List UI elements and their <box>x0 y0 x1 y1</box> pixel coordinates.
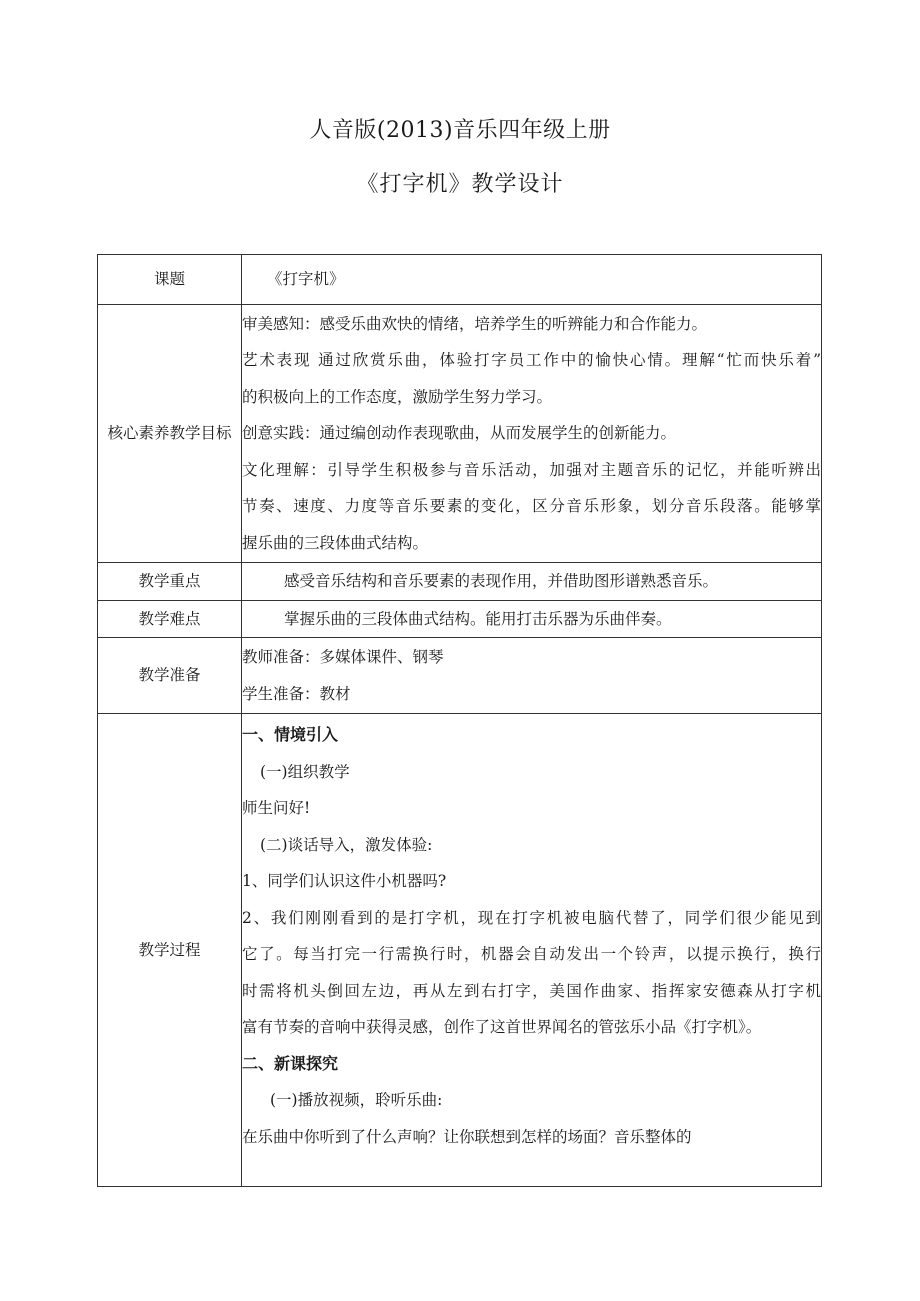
table-row-key-point <box>98 563 822 601</box>
prep-label: 教学准备 <box>98 638 242 714</box>
topic-value: 《打字机》 <box>267 270 345 289</box>
goal-line: 审美感知：感受乐曲欢快的情绪，培养学生的听辨能力和合作能力。 <box>242 314 708 333</box>
student-prep: 学生准备：教材 <box>242 684 351 703</box>
difficulty-cell <box>242 600 822 638</box>
goal-line: 文化理解：引导学生积极参与音乐活动，加强对主题音乐的记忆，并能听辨出 <box>242 460 821 479</box>
table-row-difficulty <box>98 600 822 638</box>
section-1-question-2-line: 时需将机头倒回左边，再从左到右打字，美国作曲家、指挥家安德森从打字机 <box>242 981 821 1000</box>
section-2-sub-1: (一)播放视频，聆听乐曲: <box>270 1091 443 1109</box>
key-point-label: 教学重点 <box>98 563 242 601</box>
section-2-heading: 二、新课探究 <box>242 1053 339 1073</box>
section-1-question-2-line: 它了。每当打完一行需换行时，机器会自动发出一个铃声，以提示换行，换行 <box>242 945 821 963</box>
key-point-cell <box>242 563 822 601</box>
goal-line: 握乐曲的三段体曲式结构。 <box>242 533 429 552</box>
process-cell <box>242 714 822 1187</box>
teacher-prep: 教师准备：多媒体课件、钢琴 <box>242 648 444 666</box>
table-row-topic <box>98 255 822 305</box>
process-label: 教学过程 <box>98 714 242 1187</box>
goals-cell <box>242 305 822 563</box>
table-row-goals <box>98 305 822 563</box>
table-row-prep <box>98 638 822 714</box>
goals-label: 核心素养教学目标 <box>98 305 242 563</box>
goal-line: 创意实践：通过编创动作表现歌曲，从而发展学生的创新能力。 <box>242 424 677 443</box>
document-title-line2: 《打字机》教学设计 <box>356 172 564 197</box>
section-1-sub-1: (一)组织教学 <box>260 762 350 781</box>
difficulty-value: 掌握乐曲的三段体曲式结构。能用打击乐器为乐曲伴奏。 <box>284 609 672 628</box>
section-1-question-1: 1、同学们认识这件小机器吗? <box>242 872 447 890</box>
goal-line: 节奏、速度、力度等音乐要素的变化，区分音乐形象，划分音乐段落。能够掌 <box>242 497 821 516</box>
topic-label: 课题 <box>98 255 242 305</box>
lesson-plan-table <box>97 254 822 1187</box>
goal-line: 的积极向上的工作态度，激励学生努力学习。 <box>242 387 553 406</box>
difficulty-label: 教学难点 <box>98 600 242 638</box>
prep-cell <box>242 638 822 714</box>
topic-value-cell <box>242 255 822 305</box>
table-row-process <box>98 714 822 1187</box>
section-1-sub-2: (二)谈话导入，激发体验: <box>260 835 433 854</box>
section-1-heading: 一、情境引入 <box>242 725 339 744</box>
section-1-text-1: 师生问好! <box>242 799 311 817</box>
section-2-text-1: 在乐曲中你听到了什么声响？让你联想到怎样的场面？音乐整体的 <box>242 1127 692 1146</box>
section-1-question-2-line: 2、我们刚刚看到的是打字机，现在打字机被电脑代替了，同学们很少能见到 <box>242 908 821 927</box>
document-title-line1: 人音版(2013)音乐四年级上册 <box>309 118 611 143</box>
goal-line: 艺术表现 通过欣赏乐曲，体验打字员工作中的愉快心情。理解“忙而快乐着” <box>242 351 821 370</box>
section-1-question-2-line: 富有节奏的音响中获得灵感，创作了这首世界闻名的管弦乐小品《打字机》。 <box>242 1018 762 1036</box>
key-point-value: 感受音乐结构和音乐要素的表现作用，并借助图形谱熟悉音乐。 <box>284 572 719 590</box>
